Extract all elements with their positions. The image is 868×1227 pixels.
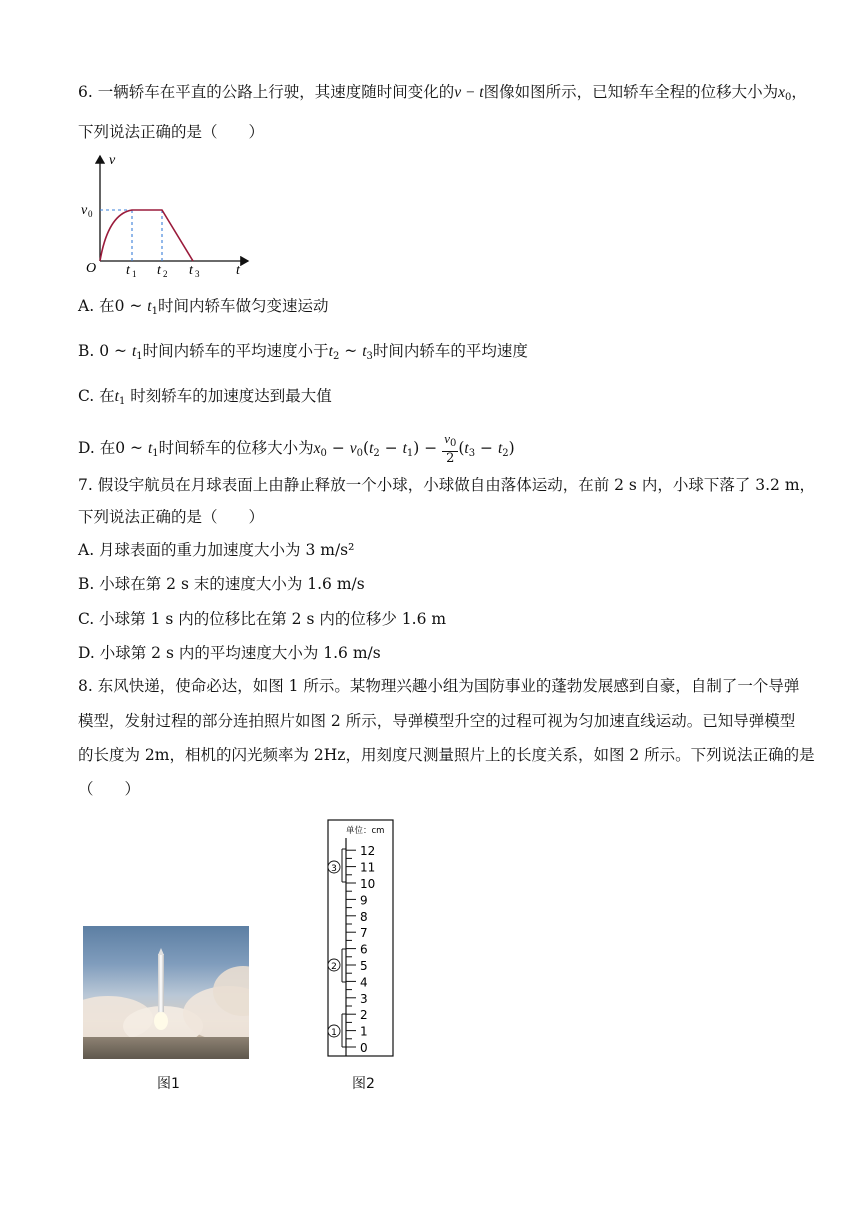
svg-text:0: 0 [88, 209, 93, 219]
fig1-caption: 图1 [157, 1076, 180, 1092]
q7-stem-line2: 下列说法正确的是（ ） [78, 508, 265, 526]
q8-stem-line1: 8. 东风快递，使命必达，如图 1 所示。某物理兴趣小组为国防事业的蓬勃发展感到自豪，自制了一个导弹 [78, 677, 800, 695]
ruler-tick-label: 2 [360, 1008, 368, 1023]
q7-option-b[interactable]: B. 小球在第 2 s 末的速度大小为 1.6 m/s [78, 575, 365, 593]
q6-vt-graph [80, 150, 255, 280]
ruler-tick-label: 11 [360, 860, 376, 875]
q8-stem-line3: 的长度为 2m，相机的闪光频率为 2Hz，用刻度尺测量照片上的长度关系，如图 2 所示。下列说法正确的是 [78, 746, 815, 764]
rocket-launch-photo [83, 926, 249, 1059]
q6-a-pre: A. 在 [78, 297, 115, 315]
q6-d-pre: D. 在 [78, 439, 116, 457]
svg-text:1: 1 [132, 269, 137, 279]
q6-b-range: 0 ~ [99, 342, 132, 360]
ruler-tick-label: 7 [360, 926, 368, 941]
q6-option-a[interactable]: A. 在0 ~ $t_1$时间内轿车做匀变速运动 [78, 297, 329, 317]
ruler-unit: 单位：cm [346, 826, 385, 836]
rocket-shape [158, 954, 164, 1012]
ruler-tick-label: 0 [360, 1041, 368, 1055]
q7-option-a[interactable]: A. 月球表面的重力加速度大小为 3 m/s² [78, 541, 355, 559]
ruler-tick-label: 1 [360, 1024, 368, 1039]
q6-stem-text-mid: 图像如图所示，已知轿车全程的位移大小为 [483, 83, 779, 101]
ruler-tick-label: 9 [360, 893, 368, 908]
ruler-tick-label: 12 [360, 844, 376, 859]
ruler-tick-label: 8 [360, 909, 368, 924]
marker-3-label: 3 [331, 864, 337, 874]
fig2-caption: 图2 [352, 1076, 375, 1092]
t3-label: t [189, 263, 193, 278]
q7-option-d[interactable]: D. 小球第 2 s 内的平均速度大小为 1.6 m/s [78, 644, 381, 662]
q6-c-pre: C. 在 [78, 387, 115, 405]
q6-vt-symbol: v − t [454, 84, 484, 101]
q8-stem-line2: 模型，发射过程的部分连拍照片如图 2 所示，导弹模型升空的过程可视为匀加速直线运动。已知导弹模型 [78, 712, 796, 730]
ruler-tick-label: 4 [360, 975, 368, 990]
marker-2-label: 2 [331, 962, 337, 972]
q7-option-c[interactable]: C. 小球第 1 s 内的位移比在第 2 s 内的位移少 1.6 m [78, 610, 447, 628]
t2-label: t [157, 263, 161, 278]
marker-1-label: 1 [331, 1028, 337, 1038]
q6-b-mid: 时间内轿车的平均速度小于 [142, 342, 329, 360]
q6-stem-line2: 下列说法正确的是（ ） [78, 123, 265, 141]
q6-option-b[interactable]: B. 0 ~ $t_1$时间内轿车的平均速度小于$t_2$ ~ $t_3$时间内轿车的平均速度 [78, 342, 528, 362]
q6-b-post: 时间内轿车的平均速度 [372, 342, 528, 360]
q8-stem-line4: （ ） [78, 780, 141, 798]
q6-stem-end: ， [791, 83, 807, 101]
t-axis-label: t [236, 263, 240, 278]
q6-stem-line1: 6. 一辆轿车在平直的公路上行驶，其速度随时间变化的v − t图像如图所示，已知轿车全程的位移大小为$x_0$， [78, 83, 807, 103]
q6-option-d[interactable]: D. 在0 ~ $t_1$时间轿车的位移大小为$x_0 - v_0(t_2 - t_1)$ − $\frac{v_0}{2}$ $(t_3 - t_2)$ [78, 431, 515, 466]
t1-label: t [126, 263, 130, 278]
ruler-tick-label: 6 [360, 942, 368, 957]
vt-curve [100, 210, 193, 261]
q6-a-range: 0 ~ [114, 297, 148, 315]
svg-text:3: 3 [195, 269, 200, 279]
svg-text:2: 2 [163, 269, 168, 279]
origin-label: O [86, 261, 97, 276]
q6-stem-text: 6. 一辆轿车在平直的公路上行驶，其速度随时间变化的 [78, 83, 455, 101]
ruler-figure [320, 818, 400, 1060]
q6-d-post: 时间轿车的位移大小为 [158, 439, 314, 457]
q6-a-post: 时间内轿车做匀变速运动 [157, 297, 329, 315]
ruler-tick-label: 10 [360, 877, 376, 891]
q6-x0-symbol: x [778, 84, 786, 101]
ruler-tick-label: 3 [360, 991, 368, 1006]
ruler-tick-label: 5 [360, 959, 368, 973]
q6-c-post: 时刻轿车的加速度达到最大值 [125, 387, 332, 405]
q7-stem-line1: 7. 假设宇航员在月球表面上由静止释放一个小球，小球做自由落体运动，在前 2 s 内，小球下落了 3.2 m， [78, 476, 816, 494]
v-axis-label: v [109, 153, 116, 168]
q6-b-pre: B. [78, 342, 100, 360]
q6-option-c[interactable]: C. 在$t_1$ 时刻轿车的加速度达到最大值 [78, 387, 332, 407]
v0-label: v [81, 203, 88, 218]
q6-d-range: 0 ~ [115, 439, 148, 457]
